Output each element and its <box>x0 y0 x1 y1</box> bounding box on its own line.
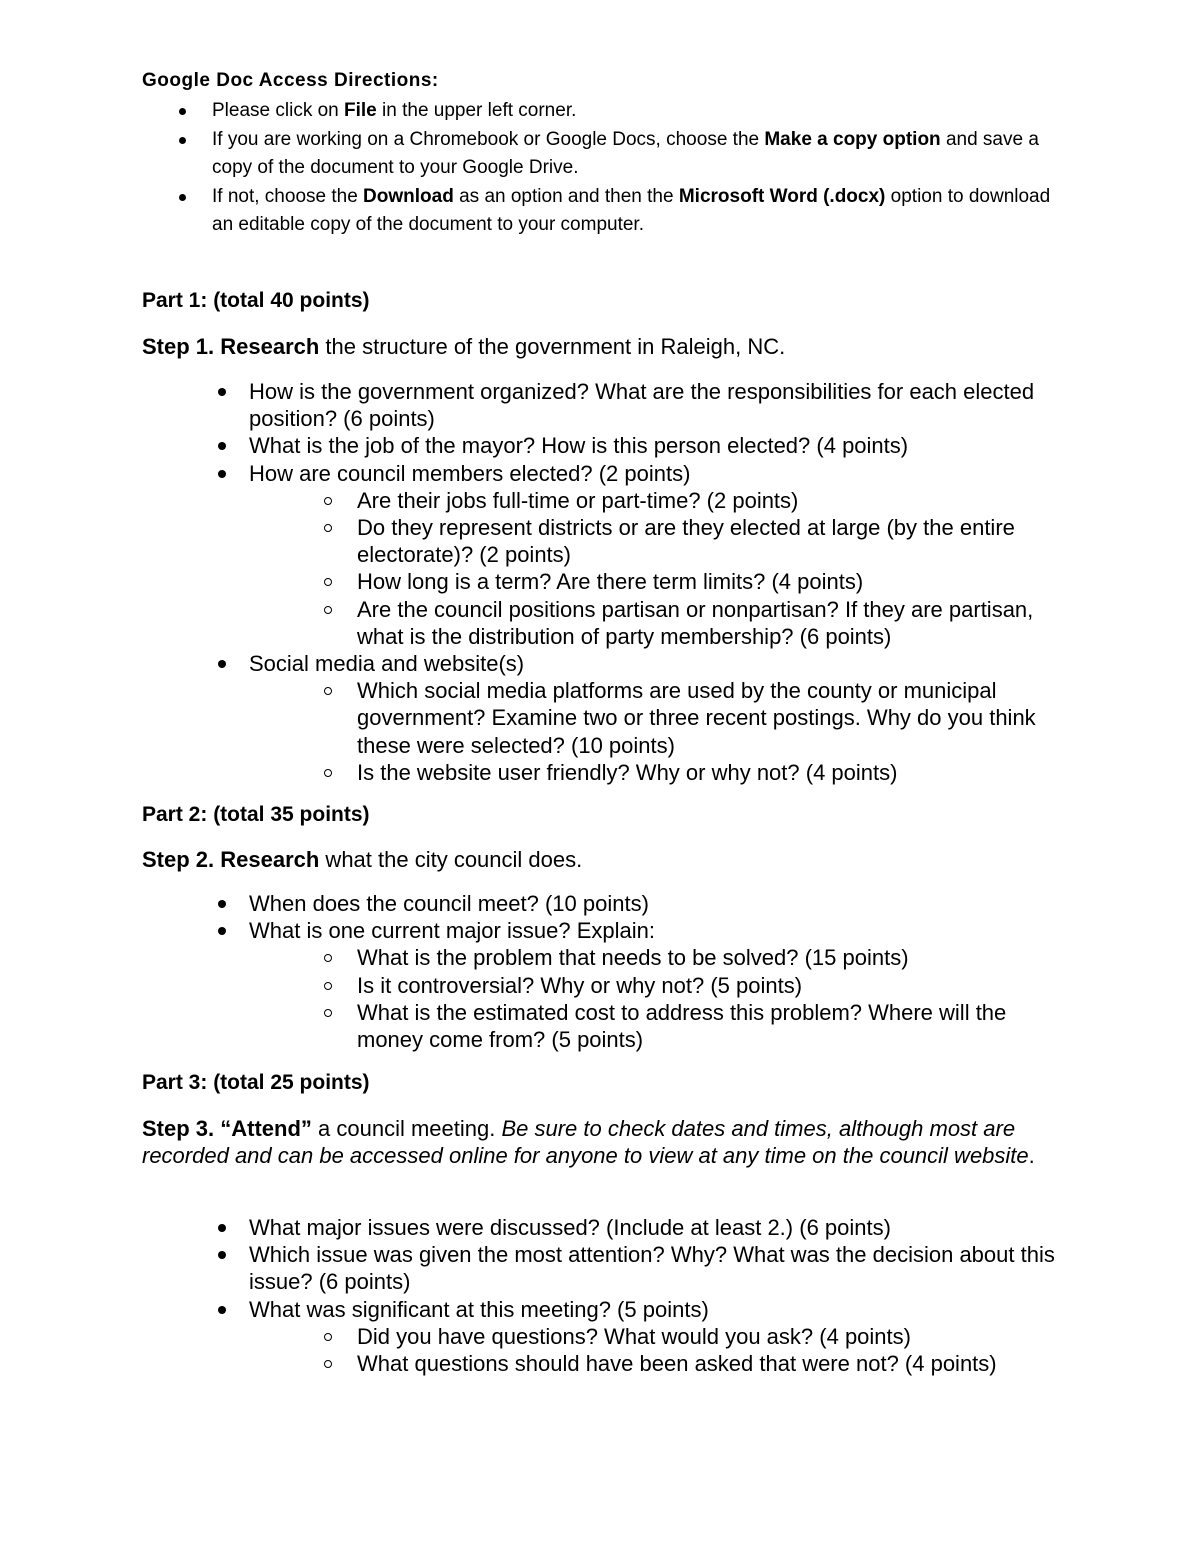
part2-title: Part 2: (total 35 points) <box>142 803 370 826</box>
list-item: Is the website user friendly? Why or why not? (4 points) <box>142 759 1062 786</box>
access-directions-heading: Google Doc Access Directions: <box>142 70 439 91</box>
list-item: Did you have questions? What would you ask? (4 points) <box>142 1323 1062 1350</box>
list-item: How long is a term? Are there term limits? (4 points) <box>142 568 1062 595</box>
part3-questions <box>142 1214 1062 1377</box>
list-item: What is the estimated cost to address this problem? Where will the money come from? (5 points) <box>142 999 1062 1053</box>
part3-title: Part 3: (total 25 points) <box>142 1071 370 1094</box>
list-item: Which social media platforms are used by the county or municipal government? Examine two or three recent postings. Why do you think these were selected? (10 points) <box>142 677 1062 759</box>
step1-text: Step 1. Research the structure of the government in Raleigh, NC. <box>142 334 786 359</box>
list-item: How are council members elected? (2 points) <box>142 460 1062 487</box>
list-item: What questions should have been asked that were not? (4 points) <box>142 1350 1062 1377</box>
list-item: What was significant at this meeting? (5 points) <box>142 1296 1062 1323</box>
step2-text: Step 2. Research what the city council does. <box>142 847 583 872</box>
part1-questions <box>142 378 1062 786</box>
list-item: How is the government organized? What are the responsibilities for each elected position? (6 points) <box>142 378 1062 432</box>
list-item: Do they represent districts or are they elected at large (by the entire electorate)? (2 points) <box>142 514 1062 568</box>
list-item: When does the council meet? (10 points) <box>142 890 1062 917</box>
list-item: What major issues were discussed? (Include at least 2.) (6 points) <box>142 1214 1062 1241</box>
part2-questions <box>142 890 1062 1053</box>
access-directions-list <box>142 97 1062 240</box>
list-item: If not, choose the Download as an option and then the Microsoft Word (.docx) option to download an editable copy of the document to your computer. <box>142 183 1062 240</box>
list-item: What is the problem that needs to be solved? (15 points) <box>142 944 1062 971</box>
list-item: Which issue was given the most attention? Why? What was the decision about this issue? (6 points) <box>142 1241 1062 1295</box>
list-item: Please click on File in the upper left corner. <box>142 97 1062 126</box>
list-item: Are their jobs full-time or part-time? (2 points) <box>142 487 1062 514</box>
list-item: What is one current major issue? Explain: <box>142 917 1062 944</box>
list-item: Social media and website(s) <box>142 650 1062 677</box>
list-item: What is the job of the mayor? How is this person elected? (4 points) <box>142 432 1062 459</box>
list-item: Are the council positions partisan or nonpartisan? If they are partisan, what is the distribution of party membership? (6 points) <box>142 596 1062 650</box>
part1-title: Part 1: (total 40 points) <box>142 289 370 312</box>
step3-text: Step 3. “Attend” a council meeting. Be sure to check dates and times, although most are recorded and can be accessed online for anyone to view at any time on the council website. <box>142 1116 1035 1168</box>
list-item: Is it controversial? Why or why not? (5 points) <box>142 972 1062 999</box>
list-item: If you are working on a Chromebook or Google Docs, choose the Make a copy option and save a copy of the document to your Google Drive. <box>142 126 1062 183</box>
